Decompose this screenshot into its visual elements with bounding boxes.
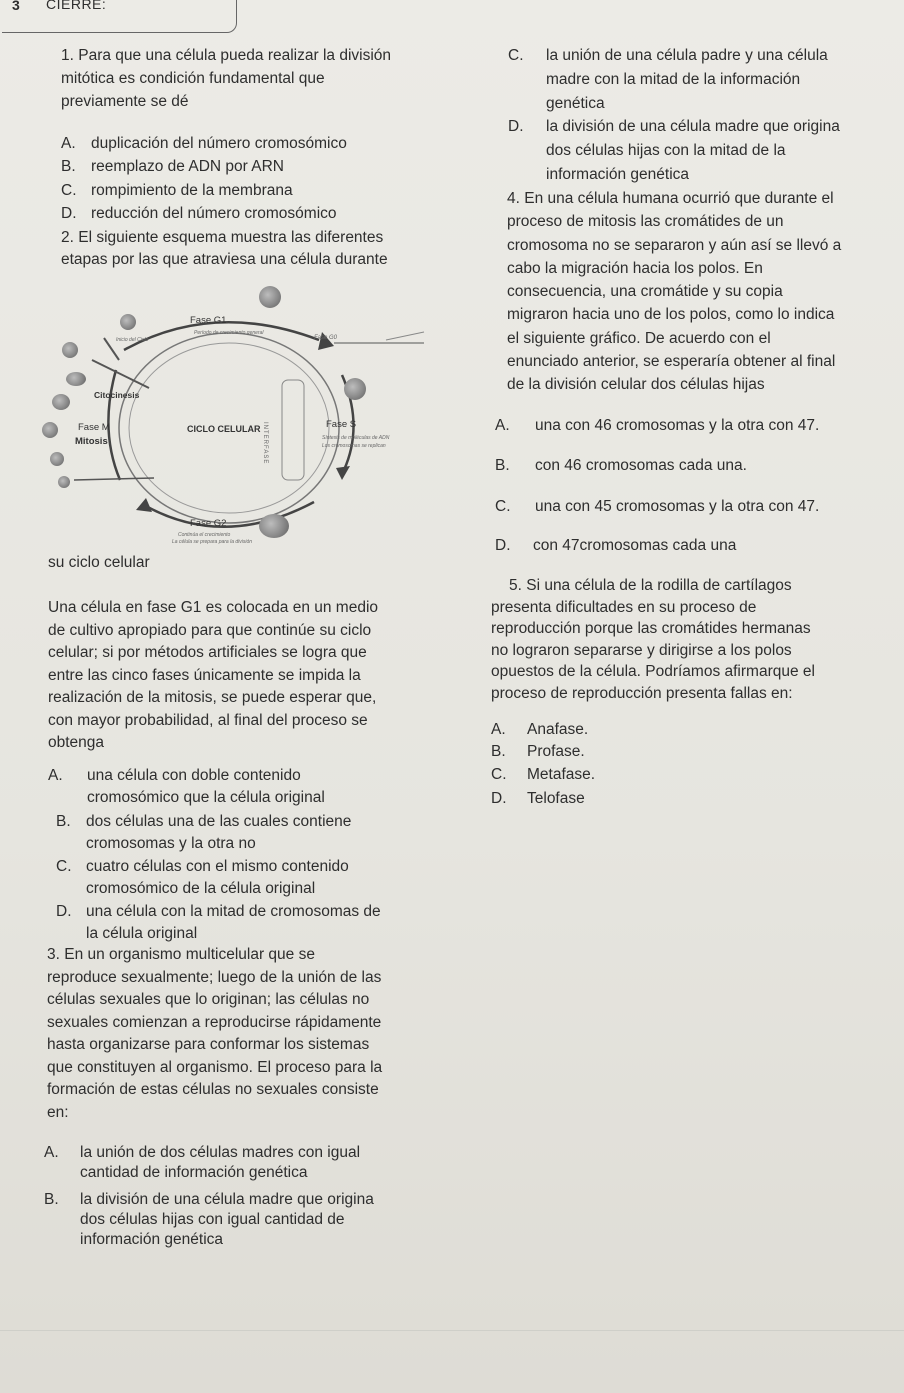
- q2-option-c[interactable]: [56, 856, 436, 900]
- option-text: reemplazo de ADN por ARN: [91, 158, 284, 175]
- page-number: 3: [12, 0, 20, 13]
- option-letter: A.: [61, 135, 76, 152]
- question-2-paragraph: [48, 597, 378, 755]
- option-text: madre con la mitad de la información: [546, 71, 801, 88]
- option-letter: D.: [61, 205, 77, 222]
- q4-line: proceso de mitosis las cromátides de un: [507, 213, 784, 231]
- q1-line: 1. Para que una célula pueda realizar la división: [61, 47, 392, 64]
- cell-cycle-diagram: [44, 280, 444, 560]
- option-text: con 47cromosomas cada una: [533, 537, 737, 554]
- q1-option-d[interactable]: [61, 203, 441, 225]
- option-letter: A.: [495, 417, 510, 434]
- q3-option-a[interactable]: [44, 1142, 424, 1186]
- label-fase-s-sub1: Síntesis de moléculas de ADN: [322, 435, 390, 441]
- q2-paragraph-line: de cultivo apropiado para que continúe su ciclo: [48, 621, 372, 639]
- q2-continuation: su ciclo celular: [48, 554, 150, 571]
- q4-option-d[interactable]: [495, 535, 890, 557]
- q3-line: células sexuales que lo originan; las células no: [47, 991, 370, 1008]
- cell-g1-image: [259, 286, 281, 308]
- q2-paragraph-line: entre las cinco fases únicamente se impida la: [48, 666, 361, 684]
- option-letter: C.: [491, 766, 507, 783]
- q3-line: que constituyen al organismo. El proceso para la: [47, 1058, 383, 1076]
- q2-option-d[interactable]: [56, 901, 436, 945]
- option-letter: B.: [61, 158, 76, 175]
- arrow-m: [108, 370, 120, 480]
- question-1-stem: [61, 44, 391, 113]
- section-title: CIERRE:: [46, 0, 107, 12]
- q5-line: 5. Si una célula de la rodilla de cartílagos: [509, 577, 792, 594]
- cell-image: [62, 342, 78, 358]
- q3-option-d[interactable]: [508, 116, 898, 186]
- option-text: genética: [546, 95, 605, 112]
- option-text: dos células una de las cuales contiene: [86, 813, 352, 830]
- option-text: con 46 cromosomas cada una.: [535, 457, 747, 474]
- radial-line-3: [74, 478, 154, 480]
- option-text: cantidad de información genética: [80, 1164, 308, 1181]
- q2-option-b[interactable]: [56, 811, 436, 855]
- q5-line: reproducción porque las cromátides hermanas: [491, 620, 811, 637]
- option-letter: D.: [491, 790, 507, 807]
- label-fase-g1: Fase G1: [190, 315, 227, 326]
- option-text: la división de una célula madre que origina: [80, 1191, 374, 1208]
- cell-image: [42, 422, 58, 438]
- question-3-stem: [47, 944, 382, 1124]
- label-interfase: INTERFASE: [262, 422, 268, 465]
- question-2-stem: [61, 227, 388, 271]
- arrow-g2-head: [136, 498, 152, 512]
- q4-line: cromosoma no se separaron y aún así se llevó a: [507, 236, 842, 254]
- q5-line: proceso de reproducción presenta fallas en:: [491, 684, 793, 702]
- cell-image: [50, 452, 64, 466]
- option-text: información genética: [80, 1231, 224, 1248]
- cell-image: [52, 394, 70, 410]
- g0-line-2: [386, 332, 424, 340]
- cell-g2-image: [259, 514, 289, 538]
- q2-line: etapas por las que atraviesa una célula durante: [61, 251, 388, 268]
- q3-option-c[interactable]: [508, 45, 898, 115]
- option-letter: A.: [491, 721, 506, 738]
- q2-paragraph-line: Una célula en fase G1 es colocada en un medio: [48, 599, 379, 616]
- q4-option-a[interactable]: [495, 415, 890, 437]
- option-letter: D.: [56, 903, 72, 920]
- option-text: Telofase: [527, 790, 585, 807]
- label-citocinesis: Citocinesis: [94, 390, 140, 400]
- option-text: la unión de dos células madres con igual: [80, 1144, 361, 1161]
- q4-line: enunciado anterior, se esperaría obtener al final: [507, 353, 836, 371]
- cell-image: [66, 372, 86, 386]
- option-letter: B.: [56, 813, 71, 830]
- q4-line: el siguiente gráfico. De acuerdo con el: [507, 329, 771, 347]
- option-text: información genética: [546, 166, 690, 183]
- label-fase-s: Fase S: [326, 419, 357, 430]
- q1-option-a[interactable]: [61, 133, 441, 155]
- cell-image: [120, 314, 136, 330]
- q5-option-b[interactable]: [491, 741, 691, 763]
- q5-option-d[interactable]: [491, 788, 691, 810]
- option-text: rompimiento de la membrana: [91, 182, 293, 199]
- option-text: la célula original: [86, 925, 198, 942]
- option-text: Metafase.: [527, 766, 596, 783]
- q3-option-b[interactable]: [44, 1189, 424, 1255]
- q5-line: no lograron separarse y dirigirse a los polos: [491, 641, 792, 659]
- cell-s-image: [344, 378, 366, 400]
- q2-paragraph-line: con mayor probabilidad, al final del proceso se: [48, 711, 368, 729]
- q5-option-c[interactable]: [491, 764, 691, 786]
- option-letter: C.: [61, 182, 77, 199]
- option-letter: B.: [495, 457, 510, 474]
- q4-line: de la división celular dos células hijas: [507, 376, 765, 394]
- q2-line: 2. El siguiente esquema muestra las diferentes: [61, 229, 384, 246]
- option-letter: B.: [491, 743, 506, 760]
- label-ciclo-celular: CICLO CELULAR: [187, 424, 261, 434]
- q5-line: presenta dificultades en su proceso de: [491, 598, 757, 616]
- option-text: dos células hijas con la mitad de la: [546, 142, 786, 159]
- option-text: Anafase.: [527, 721, 589, 738]
- q3-line: sexuales comienzan a reproducirse rápidamente: [47, 1013, 382, 1031]
- option-letter: C.: [495, 498, 511, 515]
- cell-image: [58, 476, 70, 488]
- question-5-stem: [491, 575, 815, 704]
- q5-line: opuestos de la célula. Podríamos afirmarque el: [491, 663, 815, 680]
- option-text: una con 46 cromosomas y la otra con 47.: [535, 417, 820, 434]
- option-letter: D.: [495, 537, 511, 554]
- label-fase-g0: Fase G0: [314, 335, 338, 341]
- option-letter: C.: [56, 858, 72, 875]
- question-4-stem: [507, 187, 841, 397]
- option-text: cromosómico que la célula original: [87, 789, 325, 806]
- page-fold-line: [0, 1330, 904, 1331]
- label-mitosis: Mitosis: [75, 436, 108, 447]
- q3-line: 3. En un organismo multicelular que se: [47, 946, 315, 963]
- interfase-band: [282, 380, 304, 480]
- option-text: dos células hijas con igual cantidad de: [80, 1211, 345, 1228]
- q2-option-a[interactable]: [48, 765, 428, 809]
- q4-option-c[interactable]: [495, 496, 890, 518]
- label-fase-g2-sub2: La célula se prepara para la división: [172, 539, 253, 545]
- q1-line: mitótica es condición fundamental que: [61, 70, 325, 87]
- q5-option-a[interactable]: [491, 719, 691, 741]
- option-text: cromosómico de la célula original: [86, 880, 316, 897]
- label-inicio: Inicio del Ciclo: [116, 337, 149, 343]
- q3-line: en:: [47, 1103, 69, 1121]
- option-text: duplicación del número cromosómico: [91, 135, 347, 152]
- option-letter: A.: [44, 1144, 59, 1161]
- label-fase-g1-sub: Período de crecimiento general: [194, 330, 264, 336]
- q2-paragraph-line: obtenga: [48, 734, 105, 751]
- label-fase-s-sub2: Los cromosomas se replican: [322, 443, 386, 449]
- cell-cycle-svg: [44, 280, 444, 560]
- q1-option-c[interactable]: [61, 180, 441, 202]
- radial-line-1: [92, 360, 149, 388]
- q3-line: hasta organizarse para conformar los sistemas: [47, 1036, 370, 1053]
- option-text: cuatro células con el mismo contenido: [86, 858, 349, 875]
- section-header: [2, 0, 237, 33]
- option-letter: D.: [508, 118, 524, 135]
- option-text: una célula con la mitad de cromosomas de: [86, 903, 381, 920]
- label-fase-m: Fase M: [78, 422, 110, 433]
- q1-option-b[interactable]: [61, 156, 441, 178]
- option-text: la unión de una célula padre y una célula: [546, 47, 828, 64]
- q1-line: previamente se dé: [61, 93, 189, 110]
- option-letter: A.: [48, 767, 63, 784]
- q2-paragraph-line: realización de la mitosis, se puede esperar que,: [48, 689, 377, 706]
- q4-option-b[interactable]: [495, 455, 890, 477]
- option-text: la división de una célula madre que origina: [546, 118, 840, 135]
- option-letter: B.: [44, 1191, 59, 1208]
- option-text: cromosomas y la otra no: [86, 835, 256, 852]
- q3-line: formación de estas células no sexuales consiste: [47, 1081, 379, 1098]
- q3-line: reproduce sexualmente; luego de la unión de las: [47, 968, 382, 986]
- q4-line: cabo la migración hacia los polos. En: [507, 259, 763, 277]
- option-letter: C.: [508, 47, 524, 64]
- q4-line: migraron hacia uno de los polos, como lo indica: [507, 306, 835, 324]
- q4-line: 4. En una célula humana ocurrió que durante el: [507, 190, 834, 207]
- option-text: Profase.: [527, 743, 585, 760]
- q2-paragraph-line: celular; si por métodos artificiales se logra que: [48, 644, 367, 661]
- label-fase-g2: Fase G2: [190, 518, 227, 529]
- option-text: una con 45 cromosomas y la otra con 47.: [535, 498, 820, 515]
- option-text: una célula con doble contenido: [87, 767, 301, 784]
- arrow-s-head: [336, 466, 350, 480]
- option-text: reducción del número cromosómico: [91, 205, 337, 222]
- arrow-g1: [124, 322, 319, 350]
- q4-line: consecuencia, una cromátide y su copia: [507, 283, 783, 301]
- label-fase-g2-sub1: Continúa el crecimiento: [178, 532, 231, 538]
